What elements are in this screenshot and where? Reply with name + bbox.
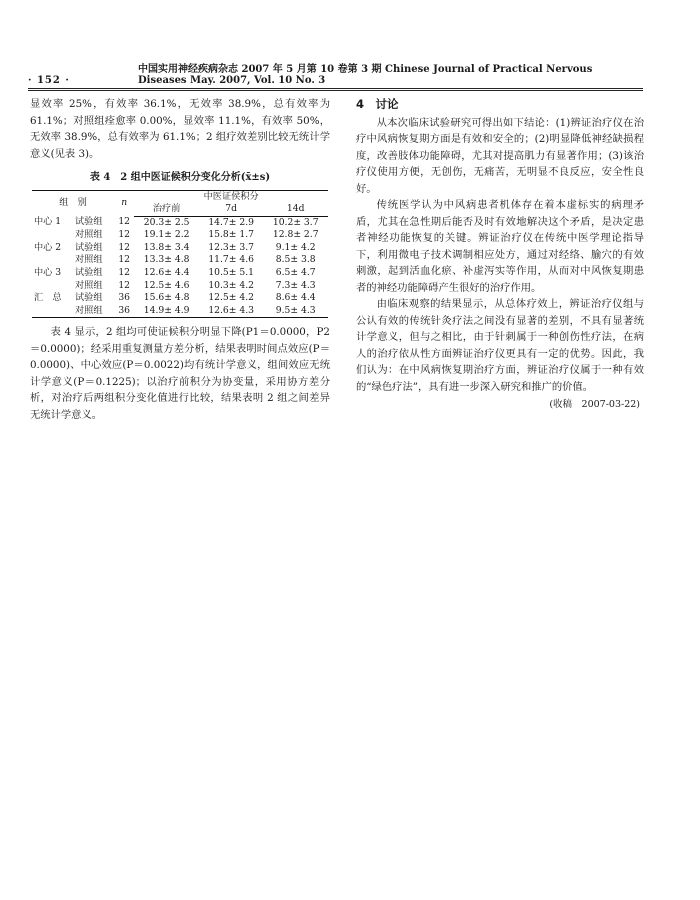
col-header-group: 组 别: [32, 190, 114, 216]
cell-t2: 10.2± 3.7: [272, 216, 319, 228]
cell-t0: 13.8± 3.4: [143, 241, 190, 253]
section-title: 4 讨论: [356, 97, 399, 111]
cell-center: [32, 305, 73, 318]
cell-group: 试验组: [74, 216, 103, 228]
cell-center: [32, 254, 73, 267]
cell-n: 36: [114, 305, 134, 318]
table-row: [32, 254, 328, 267]
cell-t2: 6.5± 4.7: [275, 267, 316, 279]
cell-n: 12: [118, 229, 131, 241]
cell-group: 对照组: [74, 279, 103, 291]
cell-center: 中心 1: [34, 216, 62, 228]
cell-center: 汇 总: [34, 292, 62, 304]
paragraph: 表 4 显示，2 组均可使证候积分明显下降(P1＝0.0000，P2＝0.0000)；经采用重复测量方差分析，结果表明时间点效应(P＝0.0000)、中心效应(P＝0.0022)均有统计学意义，组间效应无统计学意义(P＝0.1225)；以治疗前积分为协变量，采用协方差分析，对治疗后两组积分变化值进行比较，结果表明 2 组之间差异无统计学意义。: [30, 326, 330, 421]
cell-t2: 12.8± 2.7: [272, 229, 319, 241]
cell-t2: 7.3± 4.3: [275, 279, 316, 291]
cell-t2: 9.1± 4.2: [275, 241, 316, 253]
col-header-t1: 7d: [199, 203, 264, 216]
cell-t0: 12.5± 4.6: [143, 279, 190, 291]
table-row: [32, 267, 328, 280]
table-row: [32, 242, 328, 255]
col-header-span: 中医证侯积分: [134, 190, 328, 203]
cell-group: 试验组: [74, 267, 103, 279]
paragraph: 显效率 25%，有效率 36.1%，无效率 38.9%，总有效率为 61.1%；对照组痊愈率 0.00%，显效率 11.1%，有效率 50%，无效率 38.9%，总有效率为 61.1%；2 组疗效差别比较无统计学意义(见表 3)。: [30, 98, 330, 160]
col-header-t2: 14d: [263, 203, 328, 216]
cell-group: 对照组: [74, 229, 103, 241]
cell-t1: 15.8± 1.7: [208, 229, 254, 241]
cell-t2: 8.5± 3.8: [275, 254, 316, 266]
table-caption: 表 4 2 组中医证候积分变化分析(x̄±s): [89, 172, 271, 183]
paragraph: 从本次临床试验研究可得出如下结论：(1)辨证治疗仪在治疗中风病恢复期方面是有效和安全的；(2)明显降低神经缺损程度，改善肢体功能障碍，尤其对提高肌力有显著作用；(3)该治疗仪使用方便，无创伤，无痛苦，无明显不良反应，安全性良好。: [356, 116, 644, 195]
cell-n: 12: [118, 279, 131, 291]
cell-t1: 12.3± 3.7: [208, 241, 254, 253]
cell-t1: 10.3± 4.2: [208, 279, 254, 291]
cell-center: 中心 2: [34, 241, 62, 253]
right-column: [356, 96, 644, 414]
paragraph: 由临床观察的结果显示，从总体疗效上，辨证治疗仪组与公认有效的传统针灸疗法之间没有显著的差别，不具有显著统计学意义，但与之相比，由于针刺属于一种创伤性疗法，在病人的治疗依从性方面辨证治疗仪更具有一定的优势。因此，我们认为：在中风病恢复期治疗方面，辨证治疗仪属于一种有效的“绿色疗法”，具有进一步深入研究和推广的价值。: [356, 298, 644, 393]
cell-t2: 8.6± 4.4: [275, 292, 316, 304]
paragraph: 传统医学认为中风病患者机体存在着本虚标实的病理矛盾，尤其在急性期后能否及时有效地解决这个矛盾，是决定患者神经功能恢复的关键。辨证治疗仪在传统中医学理论指导下，利用微电子技术调制相应处方，通过对经络、腧穴的有效刺激，起到活血化瘀、补虚泻实等作用，从而对中风恢复期患者的神经功能障碍产生很好的治疗作用。: [356, 199, 644, 294]
cell-t0: 14.9± 4.9: [134, 305, 199, 318]
table-row: [32, 216, 328, 229]
table-row: [32, 292, 328, 305]
table-row: [32, 305, 328, 318]
cell-t0: 13.3± 4.8: [143, 254, 190, 266]
cell-group: 对照组: [73, 305, 114, 318]
cell-t0: 19.1± 2.2: [143, 229, 190, 241]
cell-t0: 12.6± 4.4: [143, 267, 190, 279]
cell-t2: 9.5± 4.3: [263, 305, 328, 318]
cell-t0: 20.3± 2.5: [143, 216, 190, 228]
table-row: [32, 229, 328, 242]
cell-n: 12: [118, 254, 131, 266]
cell-t1: 12.6± 4.3: [199, 305, 264, 318]
table-row: [32, 280, 328, 293]
cell-t1: 12.5± 4.2: [208, 292, 254, 304]
cell-t1: 10.5± 5.1: [208, 267, 254, 279]
running-header: [28, 64, 643, 86]
col-header-n: n: [114, 190, 134, 216]
page-number: · 152 ·: [28, 75, 70, 86]
cell-center: 中心 3: [34, 267, 62, 279]
cell-t0: 15.6± 4.8: [143, 292, 190, 304]
cell-group: 试验组: [74, 241, 103, 253]
left-column: [30, 96, 330, 423]
header-rule: [28, 88, 643, 91]
cell-n: 12: [118, 267, 131, 279]
cell-group: 对照组: [74, 254, 103, 266]
cell-group: 试验组: [74, 292, 103, 304]
journal-title: 中国实用神经疾病杂志 2007 年 5 月第 10 卷第 3 期 Chinese Journal of Practical Nervous Diseases May. 2007, Vol. 10 No. 3: [138, 64, 593, 86]
cell-center: [32, 229, 73, 242]
col-header-t0: 治疗前: [134, 203, 199, 216]
cell-t1: 14.7± 2.9: [208, 216, 254, 228]
cell-n: 36: [118, 292, 131, 304]
cell-n: 12: [118, 216, 131, 228]
table-4: [32, 190, 328, 319]
cell-center: [32, 280, 73, 293]
cell-n: 12: [118, 241, 131, 253]
cell-t1: 11.7± 4.6: [208, 254, 254, 266]
received-date: (收稿 2007-03-22): [549, 399, 640, 410]
